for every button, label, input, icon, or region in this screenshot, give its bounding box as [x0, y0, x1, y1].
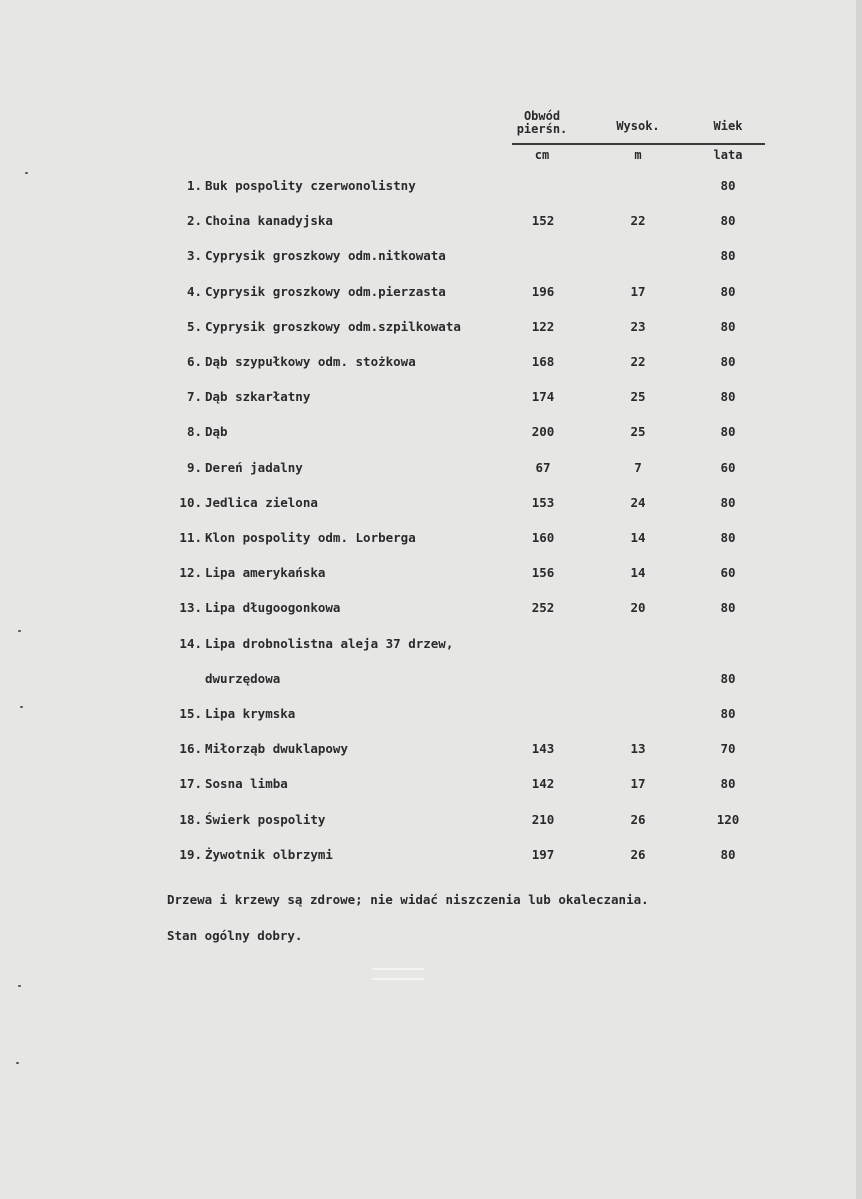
tree-name: dwurzędowa [205, 671, 281, 686]
tree-name: Miłorząb dwuklapowy [205, 741, 348, 756]
paper-smudge [372, 968, 424, 970]
tree-name: Cyprysik groszkowy odm.nitkowata [205, 248, 446, 263]
row-number: 5. [186, 319, 202, 334]
table-row [0, 530, 862, 550]
unit-age: lata [713, 148, 743, 162]
height-m: 17 [630, 284, 646, 299]
circumference-cm: 252 [531, 600, 555, 615]
height-m: 25 [630, 389, 646, 404]
table-row [0, 213, 862, 233]
height-m: 25 [630, 424, 646, 439]
tree-name: Świerk pospolity [205, 812, 326, 827]
age-years: 80 [720, 847, 736, 862]
height-m: 17 [630, 776, 646, 791]
age-years: 80 [720, 776, 736, 791]
row-number: 7. [186, 389, 202, 404]
table-row [0, 776, 862, 796]
height-m: 22 [630, 213, 646, 228]
age-years: 80 [720, 213, 736, 228]
header-age: Wiek [713, 119, 743, 133]
age-years: 80 [720, 319, 736, 334]
height-m: 20 [630, 600, 646, 615]
circumference-cm: 152 [531, 213, 555, 228]
circumference-cm: 200 [531, 424, 555, 439]
height-m: 14 [630, 530, 646, 545]
circumference-cm: 143 [531, 741, 555, 756]
header-height: Wysok. [616, 119, 660, 133]
circumference-cm: 160 [531, 530, 555, 545]
table-row [0, 671, 862, 691]
age-years: 80 [720, 178, 736, 193]
age-years: 80 [720, 248, 736, 263]
height-m: 14 [630, 565, 646, 580]
row-number: 2. [186, 213, 202, 228]
height-m: 13 [630, 741, 646, 756]
age-years: 70 [720, 741, 736, 756]
table-row [0, 600, 862, 620]
row-number: 14. [179, 636, 202, 651]
unit-height: m [634, 148, 642, 162]
circumference-cm: 142 [531, 776, 555, 791]
circumference-cm: 122 [531, 319, 555, 334]
table-row [0, 178, 862, 198]
tree-name: Lipa długoogonkowa [205, 600, 341, 615]
age-years: 80 [720, 530, 736, 545]
table-row [0, 812, 862, 832]
table-row [0, 460, 862, 480]
tree-name: Cyprysik groszkowy odm.pierzasta [205, 284, 446, 299]
tree-name: Sosna limba [205, 776, 288, 791]
row-number: 12. [179, 565, 202, 580]
paper-speck [20, 706, 23, 708]
age-years: 80 [720, 389, 736, 404]
height-m: 22 [630, 354, 646, 369]
table-row [0, 354, 862, 374]
note-condition: Drzewa i krzewy są zdrowe; nie widać niszczenia lub okaleczania. [167, 892, 649, 907]
age-years: 80 [720, 284, 736, 299]
row-number: 10. [179, 495, 202, 510]
tree-name: Lipa drobnolistna aleja 37 drzew, [205, 636, 454, 651]
height-m: 26 [630, 847, 646, 862]
row-number: 3. [186, 248, 202, 263]
tree-name: Żywotnik olbrzymi [205, 847, 333, 862]
tree-name: Jedlica zielona [205, 495, 318, 510]
table-row [0, 565, 862, 585]
age-years: 80 [720, 600, 736, 615]
age-years: 60 [720, 460, 736, 475]
table-row [0, 706, 862, 726]
row-number: 16. [179, 741, 202, 756]
tree-name: Klon pospolity odm. Lorberga [205, 530, 416, 545]
row-number: 17. [179, 776, 202, 791]
height-m: 26 [630, 812, 646, 827]
row-number: 15. [179, 706, 202, 721]
circumference-cm: 210 [531, 812, 555, 827]
age-years: 80 [720, 354, 736, 369]
table-row [0, 389, 862, 409]
circumference-cm: 67 [535, 460, 551, 475]
age-years: 80 [720, 706, 736, 721]
height-m: 7 [634, 460, 642, 475]
age-years: 120 [716, 812, 740, 827]
height-m: 24 [630, 495, 646, 510]
tree-name: Dąb szkarłatny [205, 389, 311, 404]
table-row [0, 284, 862, 304]
circumference-cm: 168 [531, 354, 555, 369]
table-row [0, 424, 862, 444]
tree-name: Lipa krymska [205, 706, 296, 721]
row-number: 18. [179, 812, 202, 827]
circumference-cm: 153 [531, 495, 555, 510]
circumference-cm: 197 [531, 847, 555, 862]
tree-name: Buk pospolity czerwonolistny [205, 178, 416, 193]
circumference-cm: 174 [531, 389, 555, 404]
tree-name: Choina kanadyjska [205, 213, 333, 228]
header-circumference: Obwód pierśn. [516, 109, 568, 136]
tree-name: Cyprysik groszkowy odm.szpilkowata [205, 319, 461, 334]
table-row [0, 495, 862, 515]
circumference-cm: 156 [531, 565, 555, 580]
unit-circumference: cm [534, 148, 550, 162]
table-row [0, 636, 862, 656]
height-m: 23 [630, 319, 646, 334]
paper-smudge [372, 978, 424, 980]
note-general-state: Stan ogólny dobry. [167, 928, 303, 943]
age-years: 80 [720, 671, 736, 686]
table-row [0, 248, 862, 268]
row-number: 6. [186, 354, 202, 369]
age-years: 80 [720, 495, 736, 510]
paper-speck [18, 985, 21, 987]
tree-name: Lipa amerykańska [205, 565, 326, 580]
table-row [0, 847, 862, 867]
row-number: 19. [179, 847, 202, 862]
paper-speck [18, 630, 21, 632]
row-number: 8. [186, 424, 202, 439]
row-number: 11. [179, 530, 202, 545]
paper-speck [16, 1062, 19, 1064]
tree-name: Dąb szypułkowy odm. stożkowa [205, 354, 416, 369]
tree-name: Dereń jadalny [205, 460, 303, 475]
age-years: 80 [720, 424, 736, 439]
row-number: 4. [186, 284, 202, 299]
header-rule [512, 143, 765, 145]
circumference-cm: 196 [531, 284, 555, 299]
row-number: 13. [179, 600, 202, 615]
row-number: 9. [186, 460, 202, 475]
paper-speck [25, 172, 28, 174]
tree-name: Dąb [205, 424, 228, 439]
row-number: 1. [186, 178, 202, 193]
age-years: 60 [720, 565, 736, 580]
table-row [0, 319, 862, 339]
table-row [0, 741, 862, 761]
